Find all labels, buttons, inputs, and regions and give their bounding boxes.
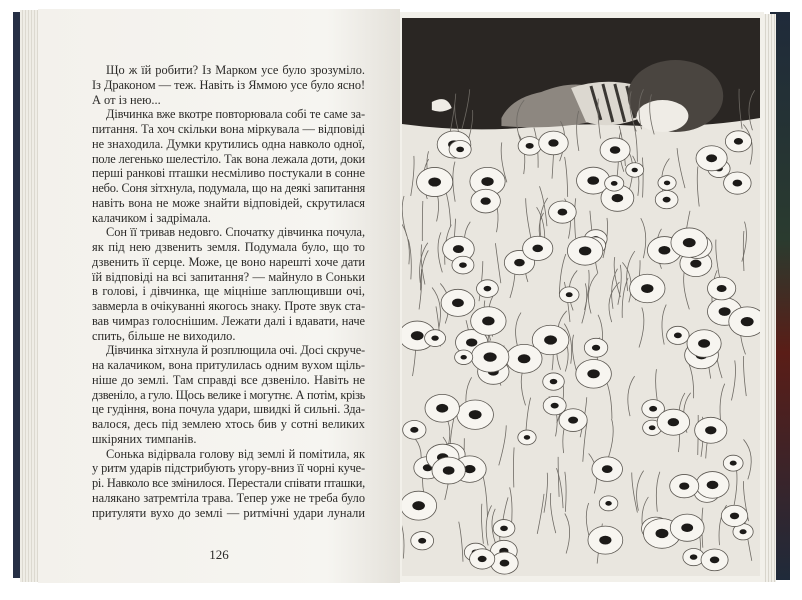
poppy-center bbox=[599, 536, 611, 545]
text-line: притуляти вухо до землі — ритмічні удари лунали bbox=[92, 505, 365, 520]
body-text bbox=[92, 63, 365, 520]
poppy-center bbox=[548, 139, 558, 146]
text-line: у ритм ударів підстрибують угору-вниз її чорні куче- bbox=[92, 461, 365, 476]
poppy-center bbox=[464, 465, 476, 473]
poppy-center bbox=[579, 246, 591, 255]
text-line: не знаходила. Думки крутились одна навколо одної, bbox=[92, 136, 365, 151]
poppy-center bbox=[649, 425, 656, 430]
poppy-center bbox=[733, 180, 743, 187]
poppy-center bbox=[690, 260, 701, 268]
poppy-center bbox=[655, 529, 668, 538]
poppy-center bbox=[418, 538, 426, 544]
poppy-center bbox=[500, 526, 508, 531]
text-line: небо. Соня зітхнула, подумала, що на деякі запитання bbox=[92, 181, 365, 195]
poppy-center bbox=[605, 501, 611, 506]
text-line: Сонька відірвала голову від землі й помітила, як bbox=[106, 446, 365, 461]
text-line: рі. Навколо все змінилося. Перестали співати пташки, bbox=[92, 476, 365, 490]
text-line: Сон її тривав недовго. Спочатку дівчинка почула, bbox=[106, 225, 365, 240]
text-line: їй відповіді на всі запитання? — майнуло в Соньки bbox=[92, 269, 365, 284]
poppy-center bbox=[544, 335, 557, 344]
face bbox=[637, 100, 689, 132]
poppy-center bbox=[611, 181, 618, 186]
poppy-center bbox=[707, 481, 719, 489]
poppy-center bbox=[500, 560, 510, 567]
poppy-center bbox=[524, 435, 530, 440]
text-line: спить, більше не виходило. bbox=[92, 328, 236, 343]
text-line: налякано затремтіла трава. Тепер уже не треба було bbox=[92, 490, 365, 505]
poppy-center bbox=[453, 245, 464, 253]
poppy-center bbox=[730, 461, 737, 466]
poppy-center bbox=[664, 181, 670, 186]
poppy-center bbox=[734, 138, 743, 145]
poppy-center bbox=[478, 556, 487, 562]
poppy-center bbox=[428, 177, 441, 186]
poppy-center bbox=[690, 554, 698, 559]
poppy-center bbox=[514, 259, 525, 267]
text-line: шкіряних тимпанів. bbox=[92, 431, 197, 446]
text-line: дзвенить її серце. Може, це воно нарешті хоче дати bbox=[92, 254, 365, 269]
poppy-center bbox=[658, 246, 670, 255]
text-line: завмерла в очікуванні якогось знаку. Проте звук ста- bbox=[92, 299, 365, 313]
poppy-center bbox=[668, 418, 679, 426]
text-line: Із Драконом — теж. Навіть із Яммою усе було ясно! bbox=[92, 77, 365, 92]
text-line: вав чимраз голоснішим. Лежати далі і вдавати, наче bbox=[92, 313, 365, 328]
poppy-center bbox=[469, 410, 482, 419]
left-page bbox=[38, 9, 400, 583]
text-line: ніше до землі. Там справді все дзвеніло. Навіть не bbox=[92, 372, 365, 387]
poppy-center bbox=[532, 245, 543, 253]
poppy-center bbox=[412, 501, 425, 510]
poppy-center bbox=[550, 379, 558, 384]
poppy-center bbox=[663, 197, 671, 203]
poppy-center bbox=[466, 338, 477, 346]
page-number: 126 bbox=[209, 547, 229, 562]
poppy-center bbox=[706, 154, 717, 162]
poppy-center bbox=[481, 177, 493, 186]
poppy-center bbox=[526, 143, 534, 149]
poppy-center bbox=[717, 285, 727, 292]
poppy-center bbox=[566, 292, 573, 297]
poppy-center bbox=[482, 317, 494, 326]
text-line: перші ранкові пташки несміливо постукали в сонне bbox=[92, 166, 365, 181]
poppy-center bbox=[710, 556, 719, 563]
text-line: калачиком і задрімала. bbox=[92, 210, 211, 225]
poppy-field-illustration bbox=[402, 18, 760, 576]
text-line: як під нею дзвенить земля. Подумала було, що то bbox=[92, 240, 365, 254]
text-line: в голові, і дівчинка, ще міцніше заплющивши очі, bbox=[92, 284, 365, 299]
poppy-center bbox=[632, 168, 638, 173]
poppy-center bbox=[411, 331, 424, 340]
poppy-center bbox=[443, 466, 455, 474]
poppy-center bbox=[610, 146, 621, 154]
poppy-center bbox=[587, 369, 599, 378]
poppy-center bbox=[551, 403, 559, 409]
poppy-center bbox=[612, 194, 623, 202]
poppy-center bbox=[587, 176, 599, 184]
poppy-center bbox=[568, 417, 578, 424]
text-line: А от із нею... bbox=[92, 92, 161, 107]
poppy-center bbox=[436, 404, 448, 413]
poppy-center bbox=[456, 147, 464, 153]
poppy-center bbox=[452, 299, 464, 307]
text-line: питання. Та хоч скільки вона міркувала — відповіді bbox=[92, 122, 365, 136]
poppy-center bbox=[740, 529, 747, 534]
text-line: це гудіння, вона почула удари, швидкі й сильні. Зда- bbox=[92, 402, 365, 417]
text-line: Що ж їй робити? Із Марком усе було зрозуміло. bbox=[106, 63, 365, 77]
poppy-center bbox=[461, 355, 467, 360]
poppy-center bbox=[683, 238, 696, 247]
poppy-center bbox=[518, 354, 531, 363]
text-line: поле легенько шелестіло. Так вона лежала доти, доки bbox=[92, 151, 365, 166]
poppy-center bbox=[592, 345, 600, 351]
poppy-center bbox=[698, 339, 710, 348]
poppy-center bbox=[484, 286, 492, 291]
poppy-center bbox=[410, 427, 418, 433]
poppy-center bbox=[681, 523, 693, 532]
poppy-center bbox=[481, 197, 491, 204]
page-edges-left bbox=[20, 10, 40, 582]
poppy-center bbox=[719, 307, 731, 316]
poppy-center bbox=[679, 482, 689, 489]
poppy-center bbox=[459, 262, 467, 268]
text-line: Дівчинка зітхнула й розплющила очі. Досі скруче- bbox=[106, 343, 365, 358]
poppy-center bbox=[602, 465, 613, 473]
poppy-center bbox=[674, 333, 682, 339]
text-line: навіть вона не може знайти відповідей, скрутилася bbox=[92, 195, 365, 210]
text-line: на калачиком, вона притулилась одним вухом щіль- bbox=[92, 358, 365, 372]
poppy-center bbox=[741, 317, 754, 326]
poppy-center bbox=[641, 284, 653, 293]
poppy-center bbox=[730, 513, 739, 520]
poppy-center bbox=[484, 352, 497, 361]
poppy-center bbox=[431, 335, 438, 340]
text-line: Дівчинка вже вкотре повторювала собі те саме за- bbox=[106, 107, 365, 122]
poppy-center bbox=[649, 406, 657, 412]
text-line: дзвеніло, а гуло. Щось велике і могутнє. А потім, крізь bbox=[92, 387, 365, 402]
poppy-center bbox=[558, 209, 568, 216]
text-line: валося, десь під землею хтось бив у сотні великих bbox=[92, 417, 365, 431]
poppy-center bbox=[705, 426, 716, 434]
